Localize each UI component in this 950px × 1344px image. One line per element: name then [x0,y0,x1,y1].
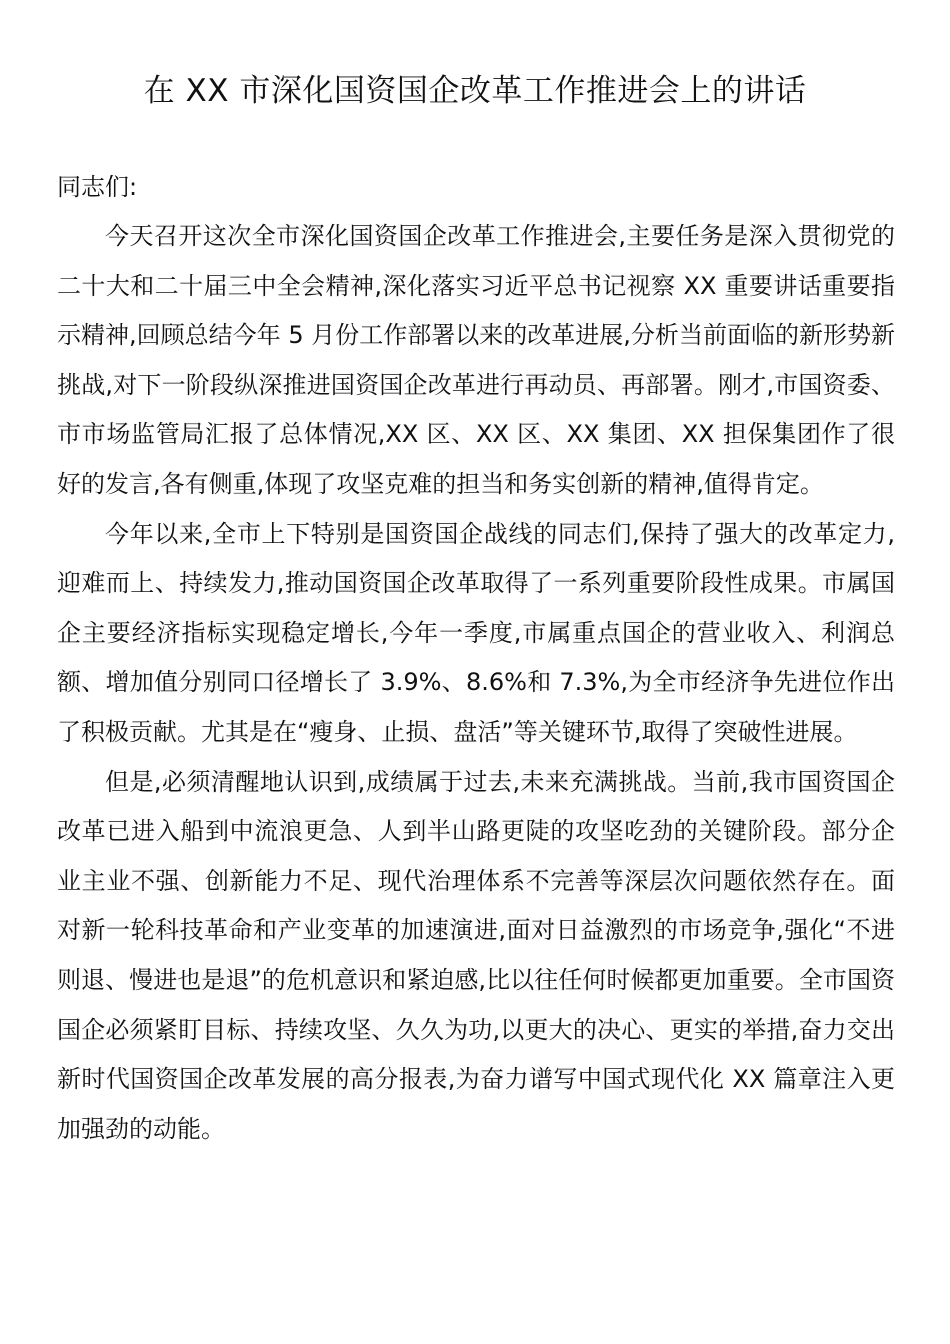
paragraph-challenges: 但是,必须清醒地认识到,成绩属于过去,未来充满挑战。当前,我市国资国企改革已进入船到中流浪更急、人到半山路更陡的攻坚吃劲的关键阶段。部分企业主业不强、创新能力不足、现代治理体系不完善等深层次问题依然存在。面对新一轮科技革命和产业变革的加速演进,面对日益激烈的市场竞争,强化“不进则退、慢进也是退”的危机意识和紧迫感,比以往任何时候都更加重要。全市国资国企必须紧盯目标、持续攻坚、久久为功,以更大的决心、更实的举措,奋力交出新时代国资国企改革发展的高分报表,为奋力谱写中国式现代化 XX 篇章注入更加强劲的动能。 [57,767,895,1143]
salutation: 同志们: [57,173,138,201]
document-title: 在 XX 市深化国资国企改革工作推进会上的讲话 [143,73,807,109]
paragraph-opening: 今天召开这次全市深化国资国企改革工作推进会,主要任务是深入贯彻党的二十大和二十届三中全会精神,深化落实习近平总书记视察 XX 重要讲话重要指示精神,回顾总结今年 5 月份工作部署以来的改革进展,分析当前面临的新形势新挑战,对下一阶段纵深推进国资国企改革进行再动员、再部署。刚才,市国资委、市市场监管局汇报了总体情况,XX 区、XX 区、XX 集团、XX 担保集团作了很好的发言,各有侧重,体现了攻坚克难的担当和务实创新的精神,值得肯定。 [57,222,895,498]
document-body [57,162,895,1154]
paragraph-achievements: 今年以来,全市上下特别是国资国企战线的同志们,保持了强大的改革定力,迎难而上、持续发力,推动国资国企改革取得了一系列重要阶段性成果。市属国企主要经济指标实现稳定增长,今年一季度,市属重点国企的营业收入、利润总额、增加值分别同口径增长了 3.9%、8.6%和 7.3%,为全市经济争先进位作出了积极贡献。尤其是在“瘦身、止损、盘活”等关键环节,取得了突破性进展。 [57,519,895,746]
